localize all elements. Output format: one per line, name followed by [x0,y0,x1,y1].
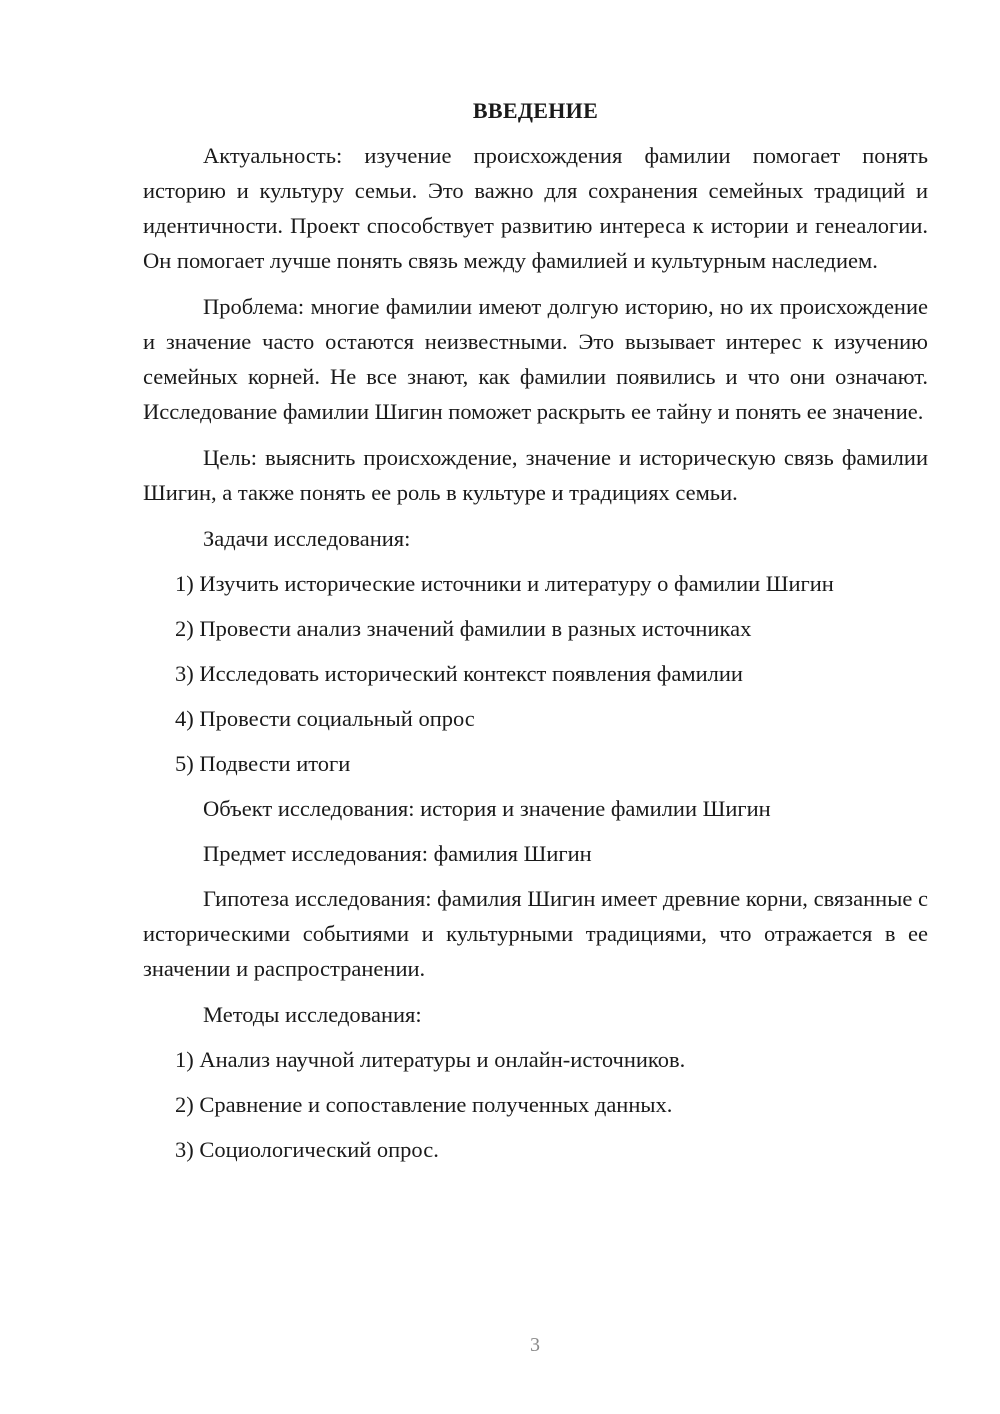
page-number: 3 [530,1334,540,1356]
tasks-heading: Задачи исследования: [203,526,411,551]
task-item: 2) Провести анализ значений фамилии в разных источниках [175,616,752,641]
task-item: 3) Исследовать исторический контекст появления фамилии [175,661,743,686]
task-item: 5) Подвести итоги [175,751,351,776]
paragraph-hypothesis: Гипотеза исследования: фамилия Шигин имеет древние корни, связанные с историческими событиями и культурными традициями, что отражается в ее значении и распространении. [143,886,928,981]
methods-heading: Методы исследования: [203,1002,422,1027]
paragraph-relevance: Актуальность: изучение происхождения фамилии помогает понять историю и культуру семьи. Это важно для сохранения семейных традиций и идентичности. Проект способствует развитию интереса к истории и генеалогии. Он помогает лучше понять связь между фамилией и культурным наследием. [143,143,928,273]
task-item: 4) Провести социальный опрос [175,706,475,731]
method-item: 1) Анализ научной литературы и онлайн-источников. [175,1047,686,1072]
task-item: 1) Изучить исторические источники и литературу о фамилии Шигин [175,571,834,596]
paragraph-goal: Цель: выяснить происхождение, значение и историческую связь фамилии Шигин, а также понять ее роль в культуре и традициях семьи. [143,445,928,505]
method-item: 3) Социологический опрос. [175,1137,439,1162]
method-item: 2) Сравнение и сопоставление полученных данных. [175,1092,673,1117]
paragraph-problem: Проблема: многие фамилии имеют долгую историю, но их происхождение и значение часто остаются неизвестными. Это вызывает интерес к изучению семейных корней. Не все знают, как фамилии появились и что они означают. Исследование фамилии Шигин поможет раскрыть ее тайну и понять ее значение. [143,294,928,424]
research-object: Объект исследования: история и значение фамилии Шигин [203,796,771,821]
page-content [143,95,928,1177]
page-title: ВВЕДЕНИЕ [472,98,599,123]
research-subject: Предмет исследования: фамилия Шигин [203,841,592,866]
